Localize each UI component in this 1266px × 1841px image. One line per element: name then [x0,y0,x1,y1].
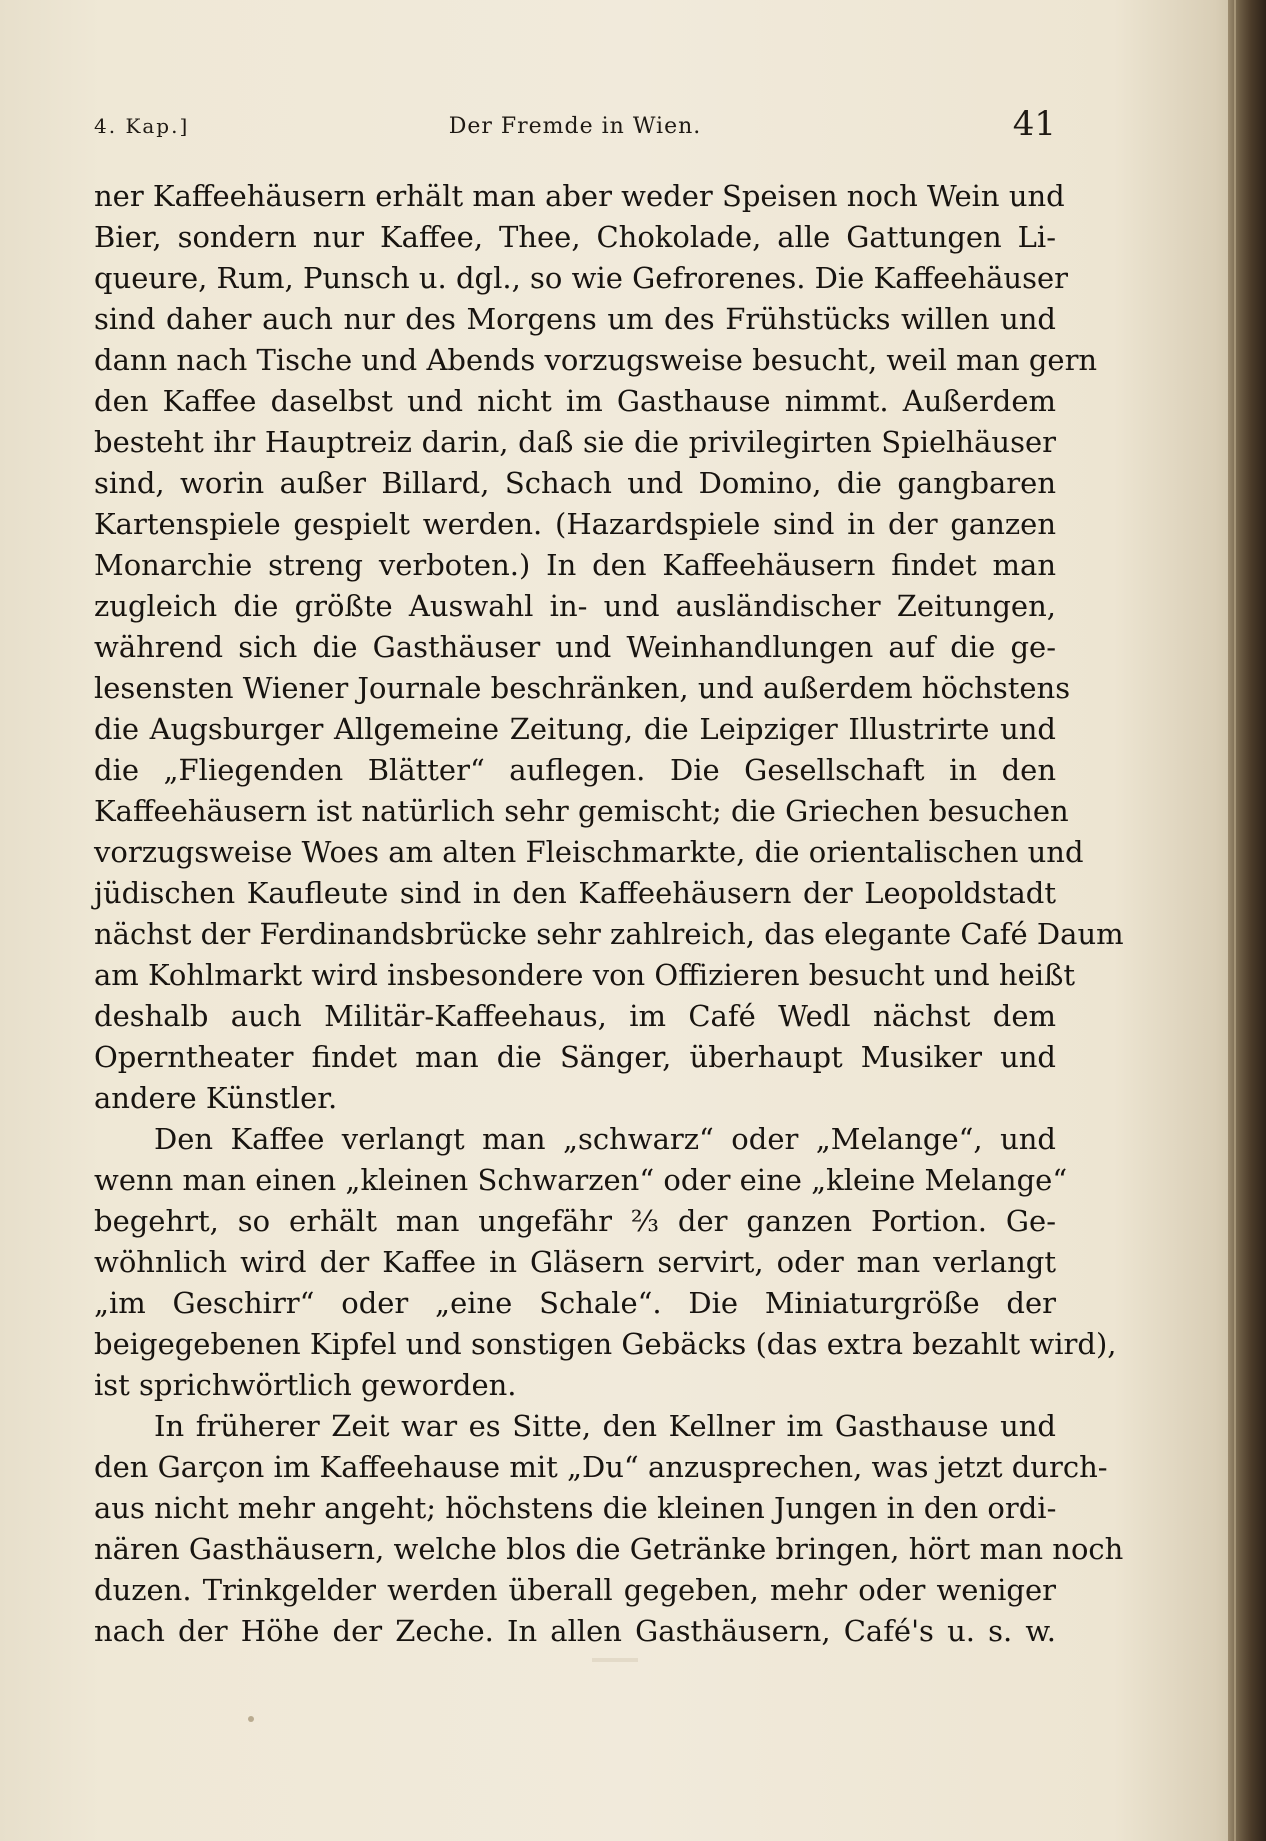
text-line: nächst der Ferdinandsbrücke sehr zahlreich, das elegante Café Daum [94,917,1124,951]
text-line: Monarchie streng verboten.) In den Kaffeehäusern findet man [94,548,1056,582]
text-line: deshalb auch Militär-Kaffeehaus, im Café Wedl nächst dem [94,999,1056,1033]
paragraph-end-line: andere Künstler. [94,1081,338,1115]
paragraph-end-line: ist sprichwörtlich geworden. [94,1368,517,1402]
text-line: Bier, sondern nur Kaffee, Thee, Chokolade, alle Gattungen Li- [94,220,1056,254]
running-header [94,104,1056,144]
text-line: nach der Höhe der Zeche. In allen Gasthäusern, Café's u. s. w. [94,1614,1056,1648]
page-number: 41 [1012,104,1056,144]
running-title: Der Fremde in Wien. [448,114,702,139]
book-binding-edge [1228,0,1266,1841]
text-line: sind, worin außer Billard, Schach und Domino, die gangbaren [94,466,1056,500]
text-line: Kaffeehäusern ist natürlich sehr gemischt; die Griechen besuchen [94,794,1069,828]
text-line: dann nach Tische und Abends vorzugsweise besucht, weil man gern [94,343,1098,377]
paragraph-start-line: In früherer Zeit war es Sitte, den Kellner im Gasthause und [154,1409,1056,1443]
text-line: begehrt, so erhält man ungefähr ⅔ der ganzen Portion. Ge- [94,1204,1056,1238]
text-line: während sich die Gasthäuser und Weinhandlungen auf die ge- [94,630,1056,664]
text-line: duzen. Trinkgelder werden überall gegeben, mehr oder weniger [94,1573,1056,1607]
text-line: vorzugsweise Woes am alten Fleischmarkte, die orientalischen und [94,835,1084,869]
text-line: den Garçon im Kaffeehause mit „Du“ anzusprechen, was jetzt durch- [94,1450,1108,1484]
text-line: jüdischen Kaufleute sind in den Kaffeehäusern der Leopoldstadt [94,876,1056,910]
text-line: den Kaffee daselbst und nicht im Gasthause nimmt. Außerdem [94,384,1056,418]
text-line: die Augsburger Allgemeine Zeitung, die Leipziger Illustrirte und [94,712,1056,746]
text-line: beigegebenen Kipfel und sonstigen Gebäcks (das extra bezahlt wird), [94,1327,1117,1361]
text-line: wenn man einen „kleinen Schwarzen“ oder eine „kleine Melange“ [94,1163,1068,1197]
text-line: am Kohlmarkt wird insbesondere von Offizieren besucht und heißt [94,958,1076,992]
text-line: Operntheater findet man die Sänger, überhaupt Musiker und [94,1040,1056,1074]
text-line: wöhnlich wird der Kaffee in Gläsern servirt, oder man verlangt [94,1245,1056,1279]
text-line: lesensten Wiener Journale beschränken, und außerdem höchstens [94,671,1071,705]
text-line: ner Kaffeehäusern erhält man aber weder Speisen noch Wein und [94,179,1065,213]
text-line: aus nicht mehr angeht; höchstens die kleinen Jungen in den ordi- [94,1491,1057,1525]
text-line: „im Geschirr“ oder „eine Schale“. Die Miniaturgröße der [94,1286,1056,1320]
text-line: zugleich die größte Auswahl in- und ausländischer Zeitungen, [94,589,1056,623]
paper-smudge [592,1658,638,1662]
text-line: Kartenspiele gespielt werden. (Hazardspiele sind in der ganzen [94,507,1056,541]
paper-speck [248,1716,254,1722]
text-line: sind daher auch nur des Morgens um des Frühstücks willen und [94,302,1056,336]
paragraph-start-line: Den Kaffee verlangt man „schwarz“ oder „Melange“, und [154,1122,1056,1156]
chapter-label: 4. Kap.] [94,114,190,138]
text-line: besteht ihr Hauptreiz darin, daß sie die privilegirten Spielhäuser [94,425,1056,459]
text-line: die „Fliegenden Blätter“ auflegen. Die Gesellschaft in den [94,753,1056,787]
text-line: queure, Rum, Punsch u. dgl., so wie Gefrorenes. Die Kaffeehäuser [94,261,1068,295]
text-line: nären Gasthäusern, welche blos die Getränke bringen, hört man noch [94,1532,1124,1566]
body-text [94,176,1124,1652]
